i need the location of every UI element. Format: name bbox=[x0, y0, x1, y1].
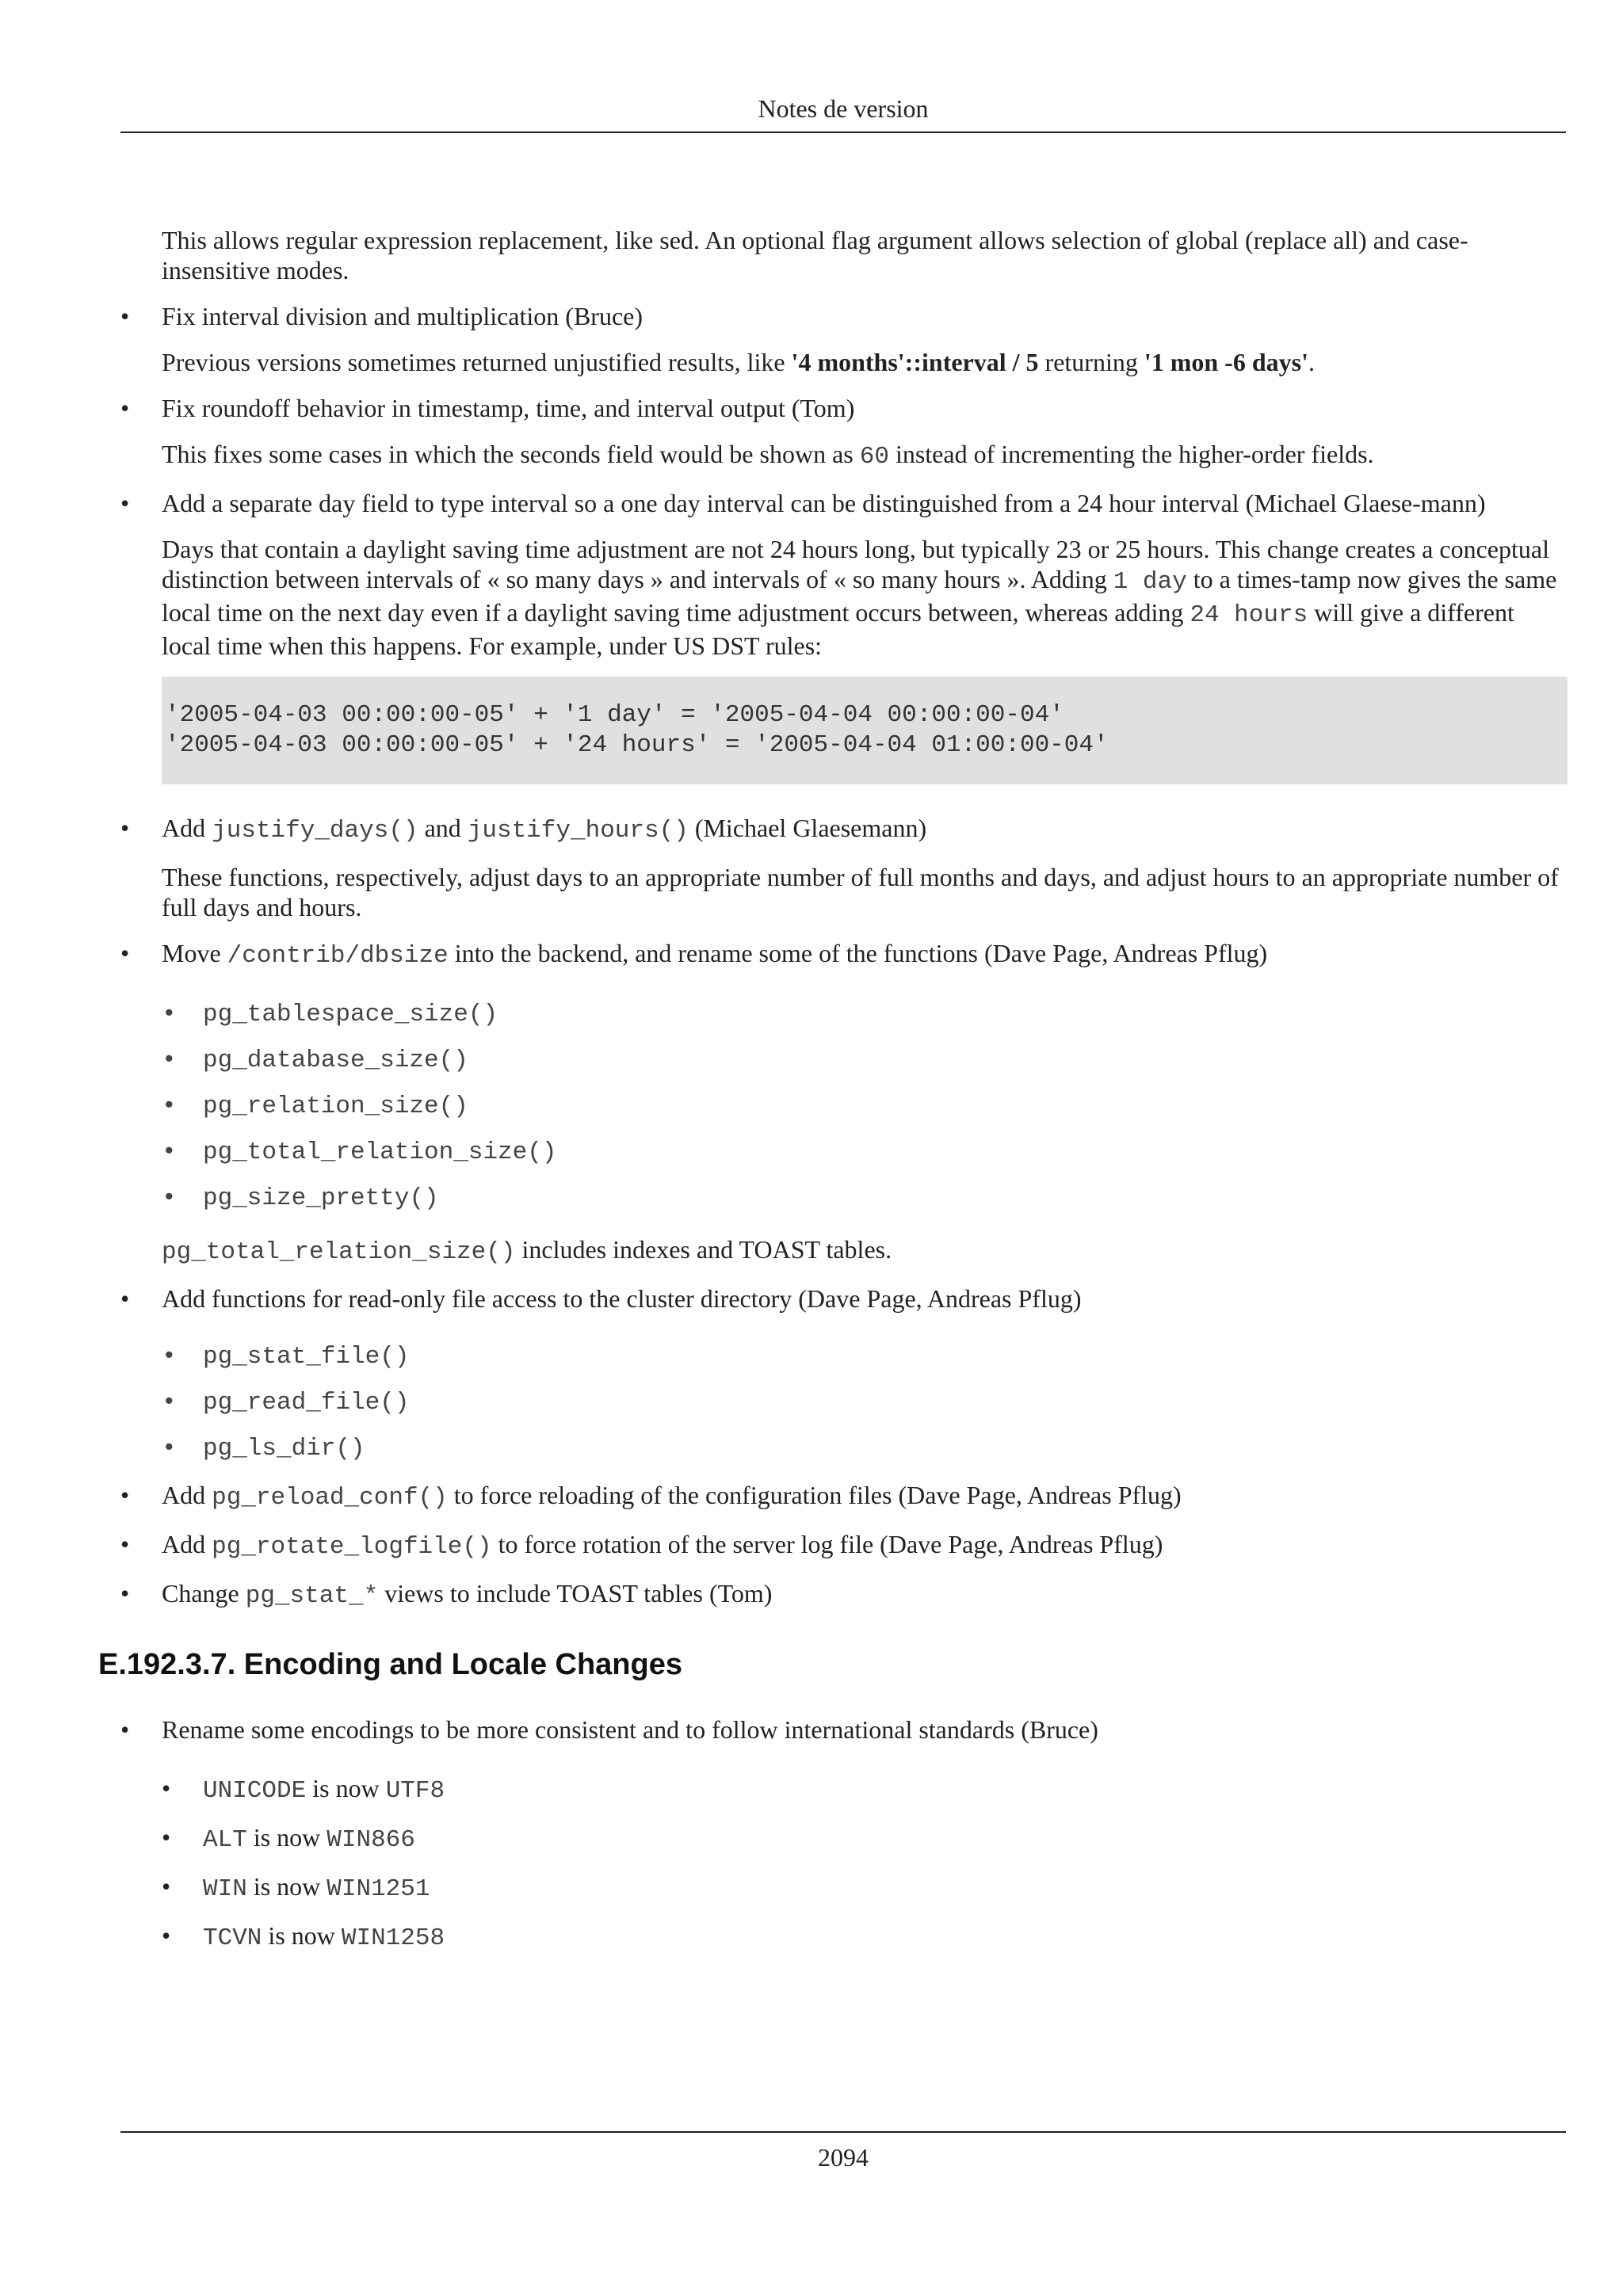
sub-list-item: • pg_tablespace_size() bbox=[162, 1000, 1568, 1030]
section-heading: E.192.3.7. Encoding and Locale Changes bbox=[98, 1648, 682, 1681]
inline-code: WIN1251 bbox=[327, 1875, 430, 1903]
release-notes-list-continued-2 bbox=[120, 1283, 1568, 1314]
item-title: • Add justify_days() and justify_hours() (Michael Glaesemann) bbox=[162, 814, 927, 845]
inline-code: WIN1258 bbox=[341, 1924, 445, 1952]
page-footer bbox=[120, 2131, 1566, 2172]
encoding-list bbox=[120, 1714, 1568, 1745]
item-title: • Rename some encodings to be more consistent and to follow international standards (Bruce) bbox=[162, 1715, 1098, 1744]
inline-code: UNICODE bbox=[203, 1777, 307, 1805]
encoding-renames-list bbox=[162, 1773, 1568, 1954]
list-item bbox=[120, 1714, 1568, 1745]
sub-list-item: • pg_ls_dir() bbox=[162, 1434, 1568, 1464]
list-item bbox=[120, 938, 1568, 971]
inline-code: pg_rotate_logfile() bbox=[212, 1533, 492, 1561]
sub-list-item: • UNICODE is now UTF8 bbox=[162, 1773, 1568, 1806]
sub-list-item: • pg_read_file() bbox=[162, 1388, 1568, 1418]
file-access-functions-list bbox=[162, 1342, 1568, 1464]
sub-list-item: • pg_database_size() bbox=[162, 1046, 1568, 1076]
intro-paragraph: This allows regular expression replacement, like sed. An optional flag argument allows selection of global (replace all) and case-insensitive modes. bbox=[162, 226, 1468, 284]
inline-code: WIN866 bbox=[327, 1826, 415, 1854]
sub-list-item: • pg_relation_size() bbox=[162, 1092, 1568, 1122]
page-header bbox=[120, 93, 1566, 133]
item-title: • Move /contrib/dbsize into the backend, and rename some of the functions (Dave Page, Andreas Pflug) bbox=[162, 939, 1268, 970]
release-notes-list-continued bbox=[120, 813, 1568, 971]
inline-code: justify_hours() bbox=[467, 817, 689, 845]
inline-code: 24 hours bbox=[1190, 601, 1308, 629]
list-item bbox=[120, 1283, 1568, 1314]
inline-code: ALT bbox=[203, 1826, 247, 1854]
item-title: • Add a separate day field to type interval so a one day interval can be distinguished from a 24 hour interval (Michael Glaese-mann) bbox=[162, 489, 1486, 517]
sub-list-item: • pg_size_pretty() bbox=[162, 1184, 1568, 1214]
inline-code: UTF8 bbox=[385, 1777, 445, 1805]
item-title: • Change pg_stat_* views to include TOAST tables (Tom) bbox=[162, 1579, 773, 1610]
release-notes-list-continued-3 bbox=[120, 1480, 1568, 1611]
list-item bbox=[120, 393, 1568, 472]
item-title: • Fix roundoff behavior in timestamp, time, and interval output (Tom) bbox=[162, 394, 855, 422]
item-note: pg_total_relation_size() includes indexes and TOAST tables. bbox=[162, 1235, 892, 1266]
item-description: Previous versions sometimes returned unjustified results, like '4 months'::interval / 5 returning '1 mon -6 days'. bbox=[162, 348, 1315, 376]
inline-code: pg_reload_conf() bbox=[212, 1484, 448, 1512]
inline-code: WIN bbox=[203, 1875, 247, 1903]
list-item bbox=[120, 1480, 1568, 1513]
sub-list-item: • ALT is now WIN866 bbox=[162, 1822, 1568, 1855]
list-item bbox=[120, 1529, 1568, 1562]
item-title: • Add pg_reload_conf() to force reloading of the configuration files (Dave Page, Andreas Pflug) bbox=[162, 1481, 1182, 1512]
inline-code: pg_stat_* bbox=[245, 1582, 379, 1610]
sub-list-item: • TCVN is now WIN1258 bbox=[162, 1920, 1568, 1954]
page-content bbox=[98, 225, 1568, 1970]
inline-code: /contrib/dbsize bbox=[227, 942, 449, 970]
inline-code: justify_days() bbox=[212, 817, 418, 845]
sub-list-item: • WIN is now WIN1251 bbox=[162, 1871, 1568, 1905]
sub-list-item: • pg_stat_file() bbox=[162, 1342, 1568, 1372]
inline-code: 60 bbox=[859, 443, 889, 471]
list-item bbox=[120, 488, 1568, 661]
page-number: 2094 bbox=[818, 2143, 869, 2172]
inline-code: TCVN bbox=[203, 1924, 262, 1952]
item-description: Days that contain a daylight saving time adjustment are not 24 hours long, but typically 23 or 25 hours. This change creates a conceptual distinction between intervals of « so many days » and intervals of « so many hours ». Adding 1 day to a times-tamp now gives the same local time on the next day even if a daylight saving time adjustment occurs between, whereas adding 24 hours will give a different local time when this happens. For example, under US DST rules: bbox=[162, 535, 1557, 660]
item-title: • Add pg_rotate_logfile() to force rotation of the server log file (Dave Page, Andreas Pflug) bbox=[162, 1530, 1163, 1561]
inline-code: 1 day bbox=[1113, 568, 1187, 596]
item-title: • Fix interval division and multiplication (Bruce) bbox=[162, 302, 643, 330]
item-description: This fixes some cases in which the seconds field would be shown as 60 instead of incrementing the higher-order fields. bbox=[162, 440, 1374, 471]
header-title: Notes de version bbox=[758, 94, 929, 123]
sub-list-item: • pg_total_relation_size() bbox=[162, 1138, 1568, 1168]
dbsize-functions-list bbox=[162, 1000, 1568, 1214]
list-item bbox=[120, 1578, 1568, 1611]
item-description: These functions, respectively, adjust days to an appropriate number of full months and days, and adjust hours to an appropriate number of full days and hours. bbox=[162, 863, 1559, 921]
item-title: • Add functions for read-only file access to the cluster directory (Dave Page, Andreas Pflug) bbox=[162, 1284, 1082, 1313]
list-item bbox=[120, 301, 1568, 377]
release-notes-list bbox=[120, 301, 1568, 661]
code-block: '2005-04-03 00:00:00-05' + '1 day' = '2005-04-04 00:00:00-04' '2005-04-03 00:00:00-05' + '24 hours' = '2005-04-04 01:00:00-04' bbox=[162, 677, 1568, 784]
list-item bbox=[120, 813, 1568, 922]
inline-code: pg_total_relation_size() bbox=[162, 1238, 516, 1266]
